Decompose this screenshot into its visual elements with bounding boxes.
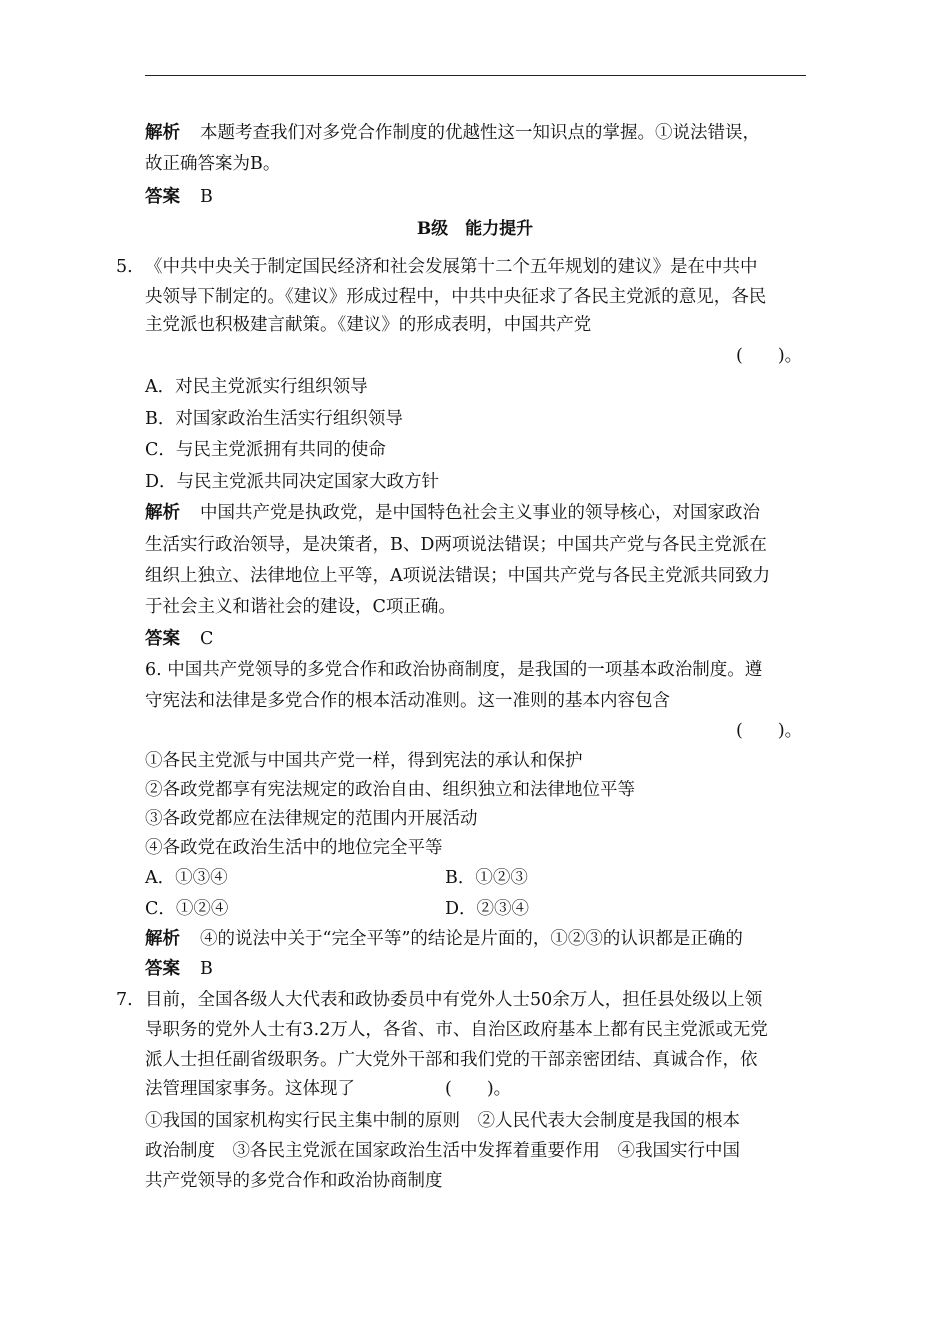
- q5-option-d: D．与民主党派共同决定国家大政方针: [145, 472, 440, 492]
- q5-analysis-line: 于社会主义和谐社会的建设，C项正确。: [145, 597, 456, 617]
- q7-answer-blank: ( )。: [445, 1079, 512, 1099]
- q7-statement-line: 政治制度 ③各民主党派在国家政治生活中发挥着重要作用 ④我国实行中国: [145, 1141, 740, 1161]
- q6-stem-line: 守宪法和法律是多党合作的根本活动准则。这一准则的基本内容包含: [145, 691, 670, 711]
- q6-answer-blank: ( )。: [736, 721, 803, 741]
- q5-option-b: B．对国家政治生活实行组织领导: [145, 409, 403, 429]
- analysis-text: 本题考查我们对多党合作制度的优越性这一知识点的掌握。①说法错误，: [200, 123, 760, 143]
- q7-stem-line: 派人士担任副省级职务。广大党外干部和我们党的干部亲密团结、真诚合作，依: [145, 1050, 758, 1070]
- q6-option-c: C．①②④: [145, 899, 229, 919]
- q7-stem-line: 法管理国家事务。这体现了: [145, 1079, 355, 1099]
- prev-answer: [145, 186, 213, 208]
- q5-analysis-line: 组织上独立、法律地位上平等，A项说法错误；中国共产党与各民主党派共同致力: [145, 566, 771, 586]
- prev-analysis-line-2: 故正确答案为B。: [145, 154, 281, 174]
- q7-statement-line: ①我国的国家机构实行民主集中制的原则 ②人民代表大会制度是我国的根本: [145, 1111, 740, 1131]
- q7-stem-line: 导职务的党外人士有3.2万人，各省、市、自治区政府基本上都有民主党派或无党: [145, 1020, 768, 1040]
- q6-statement: ③各政党都应在法律规定的范围内开展活动: [145, 809, 478, 829]
- q6-analysis-line: [145, 928, 743, 950]
- q6-statement: ④各政党在政治生活中的地位完全平等: [145, 838, 443, 858]
- q5-answer: [145, 628, 213, 650]
- analysis-label: 解析: [145, 503, 180, 523]
- q5-analysis-line: [145, 502, 760, 524]
- header-rule: [145, 75, 806, 76]
- answer-value: C: [200, 629, 214, 649]
- answer-value: B: [200, 187, 213, 207]
- analysis-label: 解析: [145, 929, 180, 949]
- analysis-text: 中国共产党是执政党，是中国特色社会主义事业的领导核心，对国家政治: [200, 503, 760, 523]
- q6-stem-line: 6. 中国共产党领导的多党合作和政治协商制度，是我国的一项基本政治制度。遵: [145, 660, 763, 680]
- analysis-text: ④的说法中关于“完全平等”的结论是片面的，①②③的认识都是正确的: [200, 929, 743, 949]
- q5-analysis-line: 生活实行政治领导，是决策者，B、D两项说法错误；中国共产党与各民主党派在: [145, 535, 767, 555]
- answer-label: 答案: [145, 629, 180, 649]
- answer-label: 答案: [145, 959, 180, 979]
- analysis-label: 解析: [145, 123, 180, 143]
- q6-option-a: A．①③④: [145, 868, 228, 888]
- q5-stem-line: 《中共中央关于制定国民经济和社会发展第十二个五年规划的建议》是在中共中: [145, 257, 758, 277]
- q5-stem-line: 央领导下制定的。《建议》形成过程中，中共中央征求了各民主党派的意见，各民: [145, 287, 767, 307]
- answer-value: B: [200, 959, 213, 979]
- answer-label: 答案: [145, 187, 180, 207]
- q5-answer-blank: ( )。: [736, 346, 803, 366]
- q7-statement-line: 共产党领导的多党合作和政治协商制度: [145, 1171, 443, 1191]
- q6-answer: [145, 958, 213, 980]
- q6-option-b: B．①②③: [445, 868, 528, 888]
- q5-number: 5.: [116, 257, 133, 277]
- q7-stem-line: 目前，全国各级人大代表和政协委员中有党外人士50余万人，担任县处级以上领: [145, 990, 763, 1010]
- q7-number: 7.: [116, 990, 133, 1010]
- q6-option-d: D．②③④: [445, 899, 530, 919]
- section-title: B级 能力提升: [416, 219, 534, 239]
- q5-option-a: A．对民主党派实行组织领导: [145, 377, 368, 397]
- q5-option-c: C．与民主党派拥有共同的使命: [145, 440, 386, 460]
- prev-analysis-line-1: [145, 122, 760, 144]
- q6-statement: ②各政党都享有宪法规定的政治自由、组织独立和法律地位平等: [145, 780, 635, 800]
- q6-statement: ①各民主党派与中国共产党一样，得到宪法的承认和保护: [145, 751, 583, 771]
- q5-stem-line: 主党派也积极建言献策。《建议》的形成表明，中国共产党: [145, 315, 592, 335]
